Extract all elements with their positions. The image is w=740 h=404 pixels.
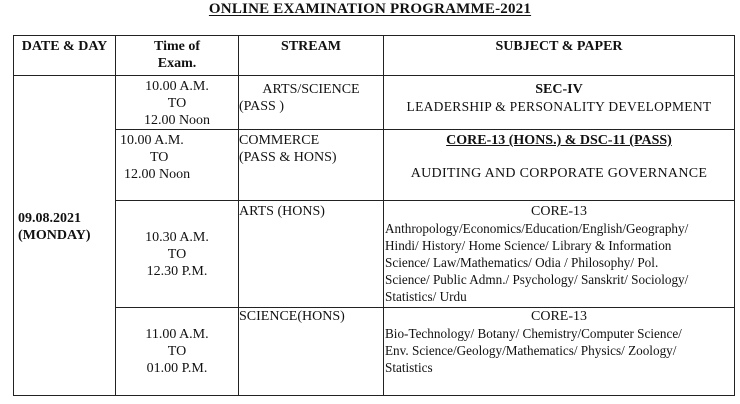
subject-name: LEADERSHIP & PERSONALITY DEVELOPMENT xyxy=(406,99,712,114)
subject-cell xyxy=(384,76,735,130)
stream-qualifier: (PASS & HONS) xyxy=(239,150,337,165)
paper-code: CORE-13 xyxy=(531,309,587,324)
time-start: 10.30 A.M. xyxy=(145,229,209,245)
stream-cell xyxy=(239,76,384,130)
time-to: TO xyxy=(167,246,187,262)
time-end: 12.30 P.M. xyxy=(146,263,208,279)
stream-cell xyxy=(239,201,384,308)
subject-line: Hindi/ History/ Home Science/ Library & Information xyxy=(385,238,672,253)
subject-line: Anthropology/Economics/Education/English/Geography/ xyxy=(385,221,689,236)
time-to: TO xyxy=(167,96,187,111)
header-date-day: DATE & DAY xyxy=(14,36,116,76)
subject-list xyxy=(384,220,734,305)
date-cell xyxy=(14,76,116,396)
time-end: 01.00 P.M. xyxy=(146,361,208,376)
subject-cell xyxy=(384,201,735,308)
time-to: TO xyxy=(150,150,169,165)
stream-cell xyxy=(239,130,384,201)
time-start: 10.00 A.M. xyxy=(120,133,184,148)
page-title: ONLINE EXAMINATION PROGRAMME-2021 xyxy=(208,1,532,17)
subject-line: Science/ Law/Mathematics/ Odia / Philosophy/ Pol. xyxy=(385,255,659,270)
exam-schedule-table xyxy=(13,35,735,396)
time-end: 12.00 Noon xyxy=(143,113,211,128)
table-header-row xyxy=(14,36,735,76)
stream-cell xyxy=(239,308,384,396)
table-row xyxy=(14,201,735,308)
exam-day: (MONDAY) xyxy=(18,227,91,243)
time-cell xyxy=(116,76,239,130)
subject-name: AUDITING AND CORPORATE GOVERNANCE xyxy=(410,166,708,181)
stream-name: COMMERCE xyxy=(239,133,320,148)
header-stream: STREAM xyxy=(239,36,384,76)
time-start: 10.00 A.M. xyxy=(145,79,209,94)
stream-name: ARTS/SCIENCE xyxy=(262,82,360,97)
time-end: 12.00 Noon xyxy=(124,167,191,182)
time-start: 11.00 A.M. xyxy=(145,327,209,342)
subject-line: Statistics xyxy=(385,360,433,375)
time-to: TO xyxy=(167,344,187,359)
table-row xyxy=(14,76,735,130)
stream-qualifier: (PASS ) xyxy=(239,99,285,114)
subject-list xyxy=(384,325,734,376)
subject-cell xyxy=(384,308,735,396)
time-cell xyxy=(116,201,239,308)
time-cell xyxy=(116,130,239,201)
header-subject: SUBJECT & PAPER xyxy=(384,36,735,76)
subject-cell xyxy=(384,130,735,201)
header-time: Time of Exam. xyxy=(116,36,239,76)
table-row xyxy=(14,130,735,201)
exam-date: 09.08.2021 xyxy=(18,210,81,226)
stream-name: SCIENCE(HONS) xyxy=(239,309,345,324)
time-cell xyxy=(116,308,239,396)
paper-code: CORE-13 xyxy=(531,204,587,219)
paper-code: SEC-IV xyxy=(535,82,583,97)
subject-line: Env. Science/Geology/Mathematics/ Physics/ Zoology/ xyxy=(385,343,677,358)
subject-line: Statistics/ Urdu xyxy=(385,289,467,304)
stream-name: ARTS (HONS) xyxy=(239,204,325,219)
paper-code: CORE-13 (HONS.) & DSC-11 (PASS) xyxy=(446,133,672,148)
subject-line: Science/ Public Admn./ Psychology/ Sanskrit/ Sociology/ xyxy=(385,272,689,287)
subject-line: Bio-Technology/ Botany/ Chemistry/Computer Science/ xyxy=(385,326,682,341)
table-row xyxy=(14,308,735,396)
